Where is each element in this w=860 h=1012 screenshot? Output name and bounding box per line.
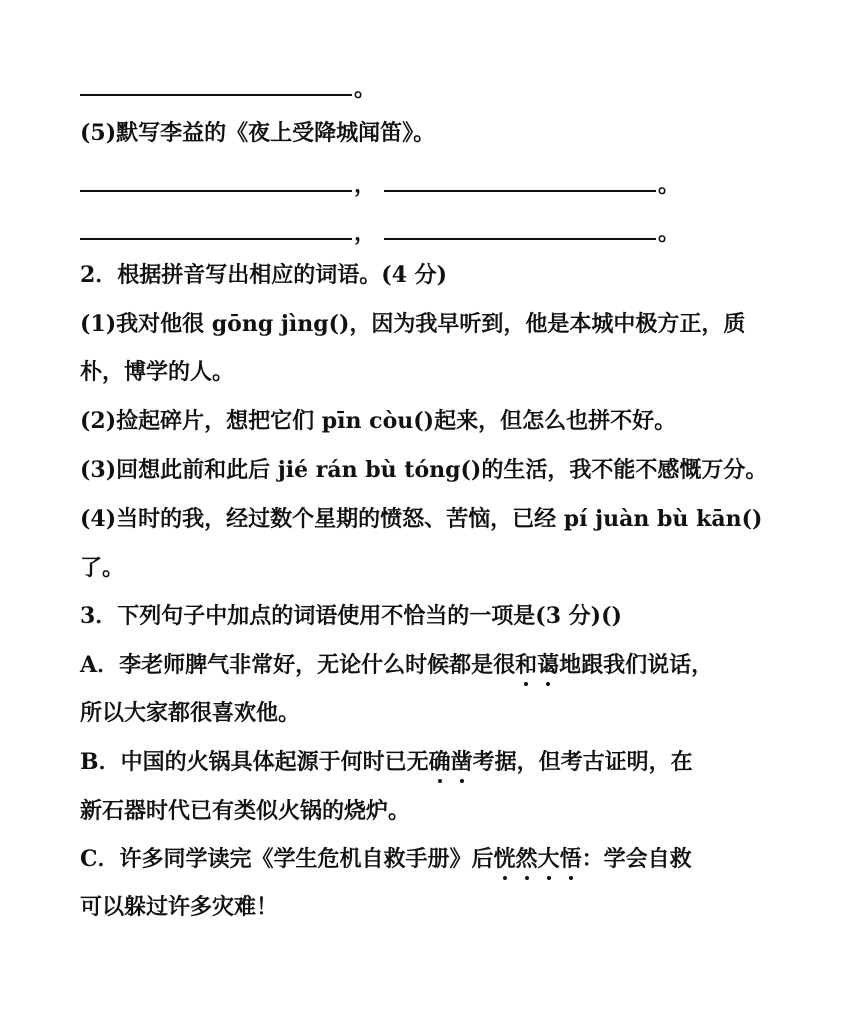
answer-line-q1-5-a (80, 168, 790, 200)
option-a-text: A．李老师脾气非常好，无论什么时候都是很 (80, 652, 516, 678)
dotted-char: 蔼 (537, 652, 560, 678)
option-b-text-end: 考据，但考古证明，在 (472, 749, 693, 775)
option-c (80, 844, 790, 874)
dotted-char: 确 (428, 749, 451, 775)
period: 。 (658, 172, 681, 198)
comma: ， (354, 220, 377, 246)
answer-line-q1-4-end (80, 72, 790, 104)
answer-blank[interactable] (80, 72, 352, 96)
answer-blank[interactable] (384, 168, 656, 192)
question-2-item-3: (3)回想此前和此后 jié rán bù tóng()的生活，我不能不感慨万分。 (80, 457, 768, 483)
question-3-title: 3．下列句子中加点的词语使用不恰当的一项是(3 分)() (80, 603, 622, 629)
dotted-char: 凿 (450, 749, 473, 775)
option-a (80, 650, 790, 680)
comma: ， (354, 172, 377, 198)
option-a-text-end: 地跟我们说话， (559, 652, 714, 678)
option-a-cont: 所以大家都很喜欢他。 (80, 700, 301, 726)
question-2-item-2: (2)捡起碎片，想把它们 pīn còu()起来，但怎么也拼不好。 (80, 408, 677, 434)
answer-blank[interactable] (80, 216, 352, 240)
option-c-text: C．许多同学读完《学生危机自救手册》后 (80, 846, 494, 872)
dotted-char: 和 (515, 652, 538, 678)
dotted-char: 悟 (559, 846, 582, 872)
question-1-5-label: (5)默写李益的《夜上受降城闻笛》。 (80, 120, 436, 146)
question-2-item-4-cont: 了。 (80, 555, 125, 581)
option-b-text: B．中国的火锅具体起源于何时已无 (80, 749, 429, 775)
option-c-cont: 可以躲过许多灾难！ (80, 894, 279, 920)
question-2-item-1: (1)我对他很 gōng jìng()，因为我早听到，他是本城中极方正，质 (80, 311, 746, 337)
answer-blank[interactable] (384, 216, 656, 240)
dotted-char: 然 (515, 846, 538, 872)
answer-line-q1-5-b (80, 216, 790, 248)
option-c-text-end: ：学会自救 (581, 846, 692, 872)
period: 。 (658, 220, 681, 246)
option-b-cont: 新石器时代已有类似火锅的烧炉。 (80, 798, 411, 824)
question-2-item-1-cont: 朴，博学的人。 (80, 359, 235, 385)
dotted-char: 大 (537, 846, 560, 872)
end-mark: 。 (354, 76, 377, 102)
question-2-item-4: (4)当时的我，经过数个星期的愤怒、苦恼，已经 pí juàn bù kān() (80, 506, 763, 532)
question-2-title: 2．根据拼音写出相应的词语。(4 分) (80, 262, 448, 288)
answer-blank[interactable] (80, 168, 352, 192)
dotted-char: 恍 (493, 846, 516, 872)
option-b (80, 747, 790, 777)
